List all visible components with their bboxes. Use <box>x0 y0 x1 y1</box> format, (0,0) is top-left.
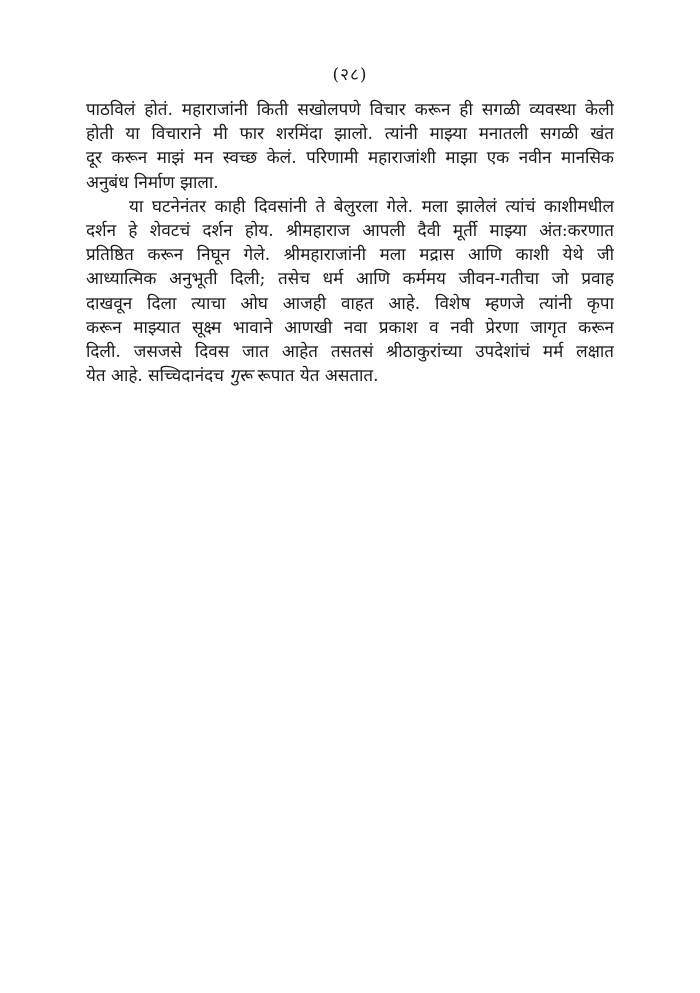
text-line: दर्शन हे शेवटचं दर्शन होय. श्रीमहाराज आपली दैवी मूर्ती माझ्या अंत:करणात <box>86 221 614 242</box>
text-line: दाखवून दिला त्याचा ओघ आजही वाहत आहे. विशेष म्हणजे त्यांनी कृपा <box>86 293 614 314</box>
text-line: आध्यात्मिक अनुभूती दिली; तसेच धर्म आणि कर्ममय जीवन-गतीचा जो प्रवाह <box>86 269 614 290</box>
text-line-final <box>86 364 614 388</box>
emphasized-word: गुरू <box>229 366 253 387</box>
text-line: दिली. जसजसे दिवस जात आहेत तसतसं श्रीठाकुरांच्या उपदेशांचं मर्म लक्षात <box>86 342 614 363</box>
text-line: या घटनेनंतर काही दिवसांनी ते बेलुरला गेले. मला झालेलं त्यांचं काशीमधील <box>129 196 614 217</box>
text-segment: रूपात येत असतात. <box>252 366 379 387</box>
paragraph-1 <box>86 98 614 195</box>
paragraph-2 <box>86 195 614 389</box>
text-line: पाठविलं होतं. महाराजांनी किती सखोलपणे विचार करून ही सगळी व्यवस्था केली <box>86 100 614 120</box>
text-line: होती या विचाराने मी फार शरमिंदा झालो. त्यांनी माझ्या मनातली सगळी खंत <box>86 124 614 145</box>
text-line: करून माझ्यात सूक्ष्म भावाने आणखी नवा प्रकाश व नवी प्रेरणा जागृत करून <box>86 317 614 338</box>
text-line: अनुबंध निर्माण झाला. <box>86 172 219 193</box>
text-segment: येत आहे. सच्चिदानंदच <box>86 366 230 387</box>
body-text <box>86 98 614 388</box>
text-line: प्रतिष्ठित करून निघून गेले. श्रीमहाराजांनी मला मद्रास आणि काशी येथे जी <box>86 245 614 266</box>
page-number: (२८) <box>332 65 368 85</box>
text-line: दूर करून माझं मन स्वच्छ केलं. परिणामी महाराजांशी माझा एक नवीन मानसिक <box>86 148 614 169</box>
